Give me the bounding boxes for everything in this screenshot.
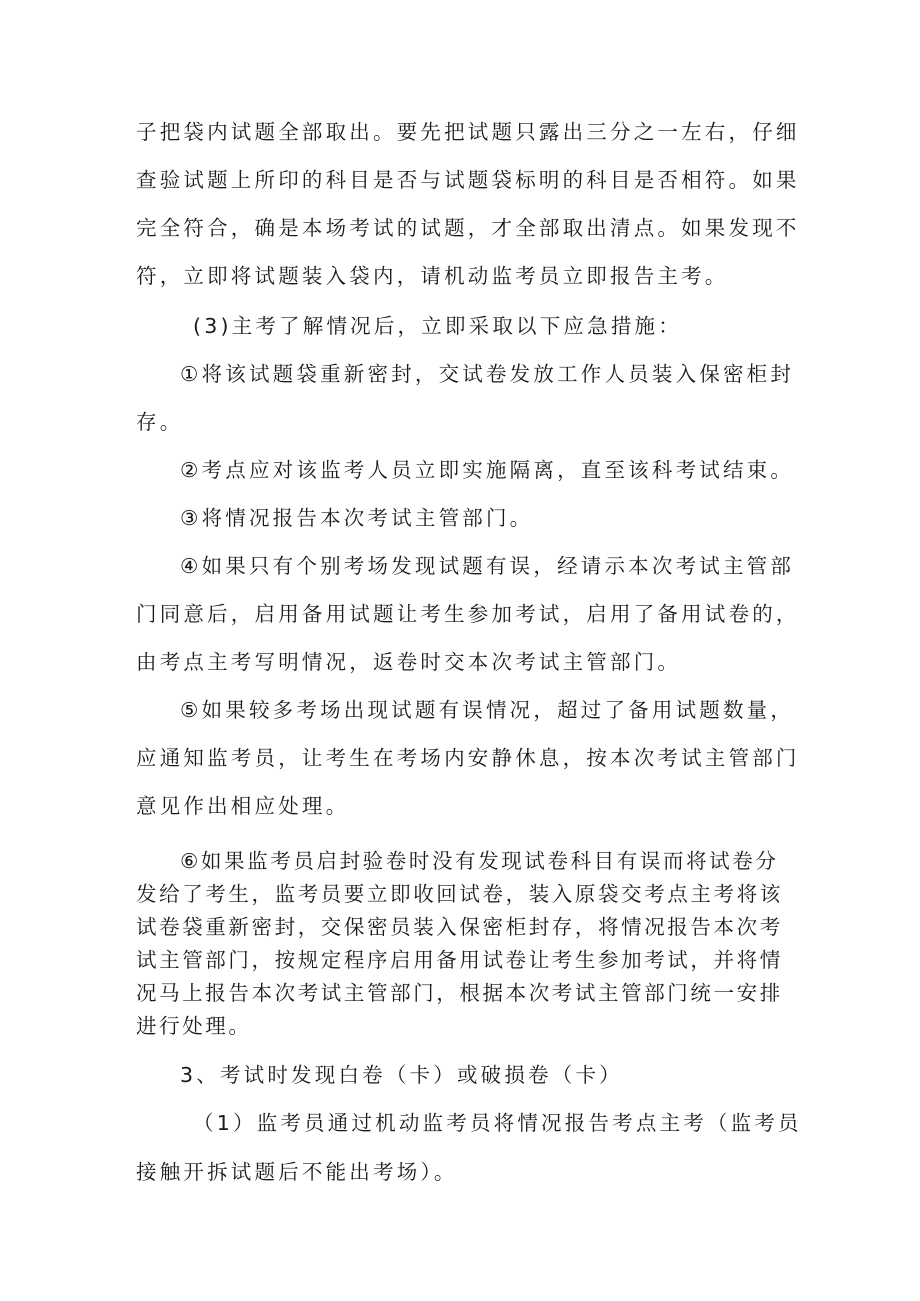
body-text-line: 子把袋内试题全部取出。要先把试题只露出三分之一左右，仔细 — [136, 120, 800, 144]
body-text-line: 完全符合，确是本场考试的试题，才全部取出清点。如果发现不 — [136, 216, 800, 240]
list-item-text: ④如果只有个别考场发现试题有误，经请示本次考试主管部 — [180, 554, 795, 578]
list-item-text: 试卷袋重新密封，交保密员装入保密柜封存，将情况报告本次考 — [136, 915, 783, 939]
section-heading: 3、考试时发现白卷（卡）或破损卷（卡） — [180, 1063, 623, 1087]
subsection-heading: (3)主考了解情况后，立即采取以下应急措施： — [193, 314, 682, 338]
list-item-text: 存。 — [136, 410, 184, 434]
list-item-text: 试主管部门，按规定程序启用备用试卷让考生参加考试，并将情 — [136, 948, 783, 972]
list-item-text: 意见作出相应处理。 — [136, 794, 350, 818]
body-text-line: 查验试题上所印的科目是否与试题袋标明的科目是否相符。如果 — [136, 168, 800, 192]
list-item-text: 由考点主考写明情况，返卷时交本次考试主管部门。 — [136, 650, 682, 674]
list-item-text: 门同意后，启用备用试题让考生参加考试，启用了备用试卷的， — [136, 602, 800, 626]
list-item-text: 发给了考生，监考员要立即收回试卷，装入原袋交考点主考将该 — [136, 882, 783, 906]
body-text-line: 符，立即将试题装入袋内，请机动监考员立即报告主考。 — [136, 264, 729, 288]
list-item-text: 应通知监考员，让考生在考场内安静休息，按本次考试主管部门 — [136, 746, 800, 770]
list-item-text: 况马上报告本次考试主管部门，根据本次考试主管部门统一安排 — [136, 981, 783, 1005]
list-item-text: ②考点应对该监考人员立即实施隔离，直至该科考试结束。 — [180, 458, 795, 482]
list-item-text: ⑥如果监考员启封验卷时没有发现试卷科目有误而将试卷分 — [180, 849, 779, 873]
subsection-text: （1）监考员通过机动监考员将情况报告考点主考（监考员 — [193, 1111, 802, 1135]
list-item-text: 进行处理。 — [136, 1014, 252, 1038]
list-item-text: ①将该试题袋重新密封，交试卷发放工作人员装入保密柜封 — [180, 362, 795, 386]
subsection-text: 接触开拆试题后不能出考场）。 — [136, 1160, 458, 1184]
list-item-text: ③将情况报告本次考试主管部门。 — [180, 506, 534, 530]
list-item-text: ⑤如果较多考场出现试题有误情况，超过了备用试题数量， — [180, 698, 795, 722]
